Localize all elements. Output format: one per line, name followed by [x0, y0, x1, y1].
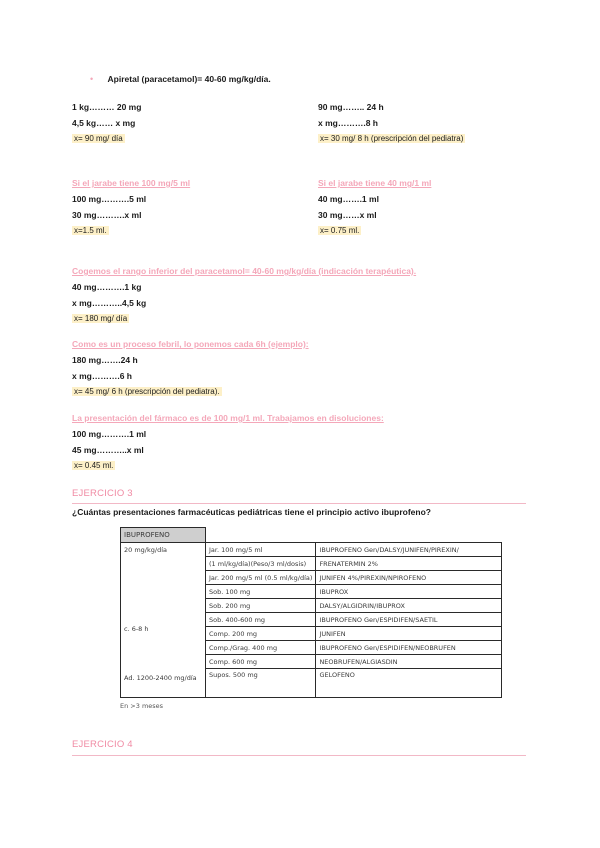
section-title: La presentación del fármaco es de 100 mg/1 ml. Trabajamos en disoluciones:	[72, 413, 384, 423]
divider	[72, 503, 526, 504]
bullet-item	[90, 74, 271, 85]
form-cell: Sob. 400-600 mg	[206, 613, 316, 627]
bullet-marker: •	[90, 74, 94, 84]
calc-line: 90 mg…….. 24 h	[318, 102, 384, 112]
syrup-left	[72, 178, 190, 236]
form-cell: Comp. 200 mg	[206, 627, 316, 641]
calc1-right	[318, 102, 465, 144]
brand-cell: IBUPROFENO Gen/DALSY/JUNIFEN/PIREXIN/	[316, 543, 502, 557]
exercise-3-question: ¿Cuántas presentaciones farmacéuticas pediátricas tiene el principio activo ibuprofeno?	[72, 507, 431, 517]
form-cell: (1 ml/kg/día)(Peso/3 ml/dosis)	[206, 557, 316, 571]
brand-cell: JUNIFEN	[316, 627, 502, 641]
ibuprofen-table	[120, 527, 502, 710]
bullet-text: Apiretal (paracetamol)= 40-60 mg/kg/día.	[107, 74, 271, 84]
calc1-left	[72, 102, 141, 144]
calc-line: 40 mg…….1 ml	[318, 194, 379, 204]
section-lower-range	[72, 266, 416, 324]
brand-cell: IBUPROFENO Gen/ESPIDIFEN/SAETIL	[316, 613, 502, 627]
calc-line: 100 mg……….1 ml	[72, 429, 147, 439]
syrup-right	[318, 178, 431, 236]
divider	[72, 755, 526, 756]
table-header: IBUPROFENO	[121, 528, 206, 543]
calc-line: 40 mg……….1 kg	[72, 282, 142, 292]
brand-cell: IBUPROX	[316, 585, 502, 599]
dose-mid: c. 6-8 h	[124, 625, 149, 633]
form-cell: Comp./Grag. 400 mg	[206, 641, 316, 655]
section-title: Si el jarabe tiene 40 mg/1 ml	[318, 178, 432, 188]
calc-result: x= 0.75 ml.	[320, 226, 360, 235]
calc-line: 4,5 kg…… x mg	[72, 118, 136, 128]
exercise-3-heading: EJERCICIO 3	[72, 488, 133, 499]
calc-line: 1 kg……… 20 mg	[72, 102, 142, 112]
brand-cell: IBUPROFENO Gen/ESPIDIFEN/NEOBRUFEN	[316, 641, 502, 655]
table-note: En >3 meses	[120, 702, 164, 710]
calc-line: 100 mg……….5 ml	[72, 194, 147, 204]
form-cell: Sob. 200 mg	[206, 599, 316, 613]
brand-cell: FRENATERMIN 2%	[316, 557, 502, 571]
section-title: Si el jarabe tiene 100 mg/5 ml	[72, 178, 191, 188]
calc-result: x= 180 mg/ día	[74, 314, 128, 323]
calc-line: x mg……….8 h	[318, 118, 378, 128]
brand-cell: GELOFENO	[316, 669, 502, 698]
calc-result: x=1.5 ml.	[74, 226, 107, 235]
brand-cell: JUNIFEN 4%/PIREXIN/NPIROFENO	[316, 571, 502, 585]
exercise-4-heading: EJERCICIO 4	[72, 739, 133, 750]
brand-cell: NEOBRUFEN/ALGIASDIN	[316, 655, 502, 669]
form-cell: Sob. 100 mg	[206, 585, 316, 599]
calc-line: 30 mg……….x ml	[72, 210, 142, 220]
section-title: Como es un proceso febril, lo ponemos cada 6h (ejemplo):	[72, 339, 309, 349]
calc-line: x mg……….6 h	[72, 371, 132, 381]
calc-line: 30 mg……x ml	[318, 210, 377, 220]
dose-top: 20 mg/kg/día	[124, 546, 167, 554]
form-cell: Comp. 600 mg	[206, 655, 316, 669]
section-title: Cogemos el rango inferior del paracetamol= 40-60 mg/kg/día (indicación terapéutica).	[72, 266, 417, 276]
calc-result: x= 30 mg/ 8 h (prescripción del pediatra)	[320, 134, 464, 143]
dose-cell	[121, 543, 206, 698]
form-cell: Jar. 200 mg/5 ml (0.5 ml/kg/día)	[206, 571, 316, 585]
form-cell: Supos. 500 mg	[206, 669, 316, 698]
section-fever	[72, 339, 309, 397]
dose-bottom: Ad. 1200-2400 mg/día	[124, 674, 197, 682]
calc-line: x mg………..4,5 kg	[72, 298, 147, 308]
calc-line: 180 mg…….24 h	[72, 355, 138, 365]
calc-result: x= 45 mg/ 6 h (prescripción del pediatra).	[74, 387, 220, 396]
form-cell: Jar. 100 mg/5 ml	[206, 543, 316, 557]
brand-cell: DALSY/ALGIDRIN/IBUPROX	[316, 599, 502, 613]
calc-line: 45 mg………..x ml	[72, 445, 144, 455]
calc-result: x= 0.45 ml.	[74, 461, 114, 470]
section-presentation	[72, 413, 384, 471]
calc-result: x= 90 mg/ día	[74, 134, 123, 143]
